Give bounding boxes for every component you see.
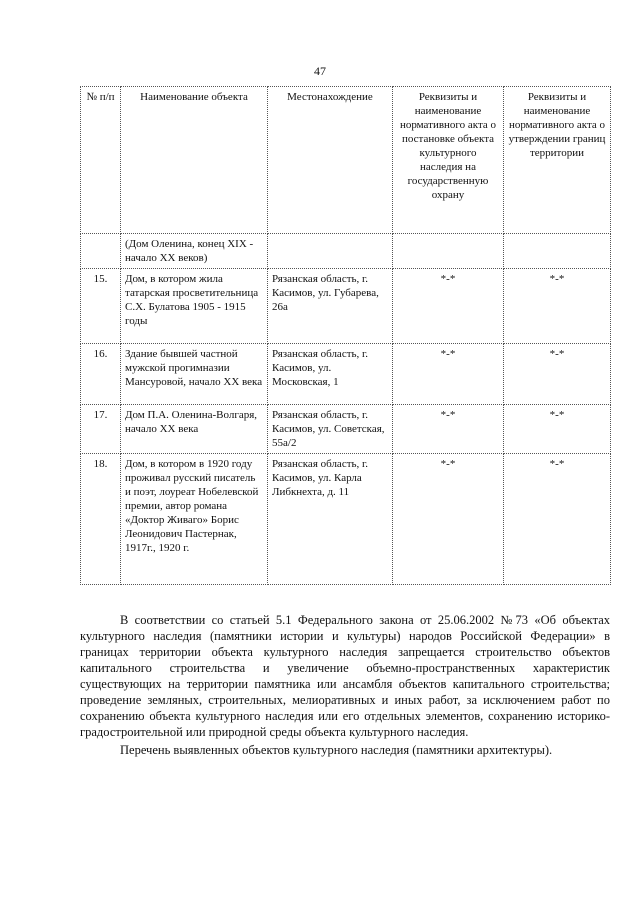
- cell-req-protection: *-*: [393, 344, 504, 405]
- body-text: [80, 612, 610, 758]
- cell-num: 17.: [81, 405, 121, 454]
- header-req-protection: Реквизиты и наименование нормативного акта о постановке объекта культурного наследия на государственную охрану: [393, 87, 504, 234]
- table-row-continuation: [81, 234, 611, 269]
- cell-req-protection: [393, 234, 504, 269]
- cell-req-boundaries: *-*: [504, 269, 611, 344]
- table-row: [81, 454, 611, 585]
- cell-location: Рязанская область, г. Касимов, ул. Московская, 1: [268, 344, 393, 405]
- cell-name: (Дом Оленина, конец XIX - начало XX веков): [121, 234, 268, 269]
- cell-location: [268, 234, 393, 269]
- cell-req-boundaries: *-*: [504, 344, 611, 405]
- cell-num: 15.: [81, 269, 121, 344]
- page-number: 47: [314, 64, 326, 78]
- cell-name: Здание бывшей частной мужской прогимназии Мансуровой, начало XX века: [121, 344, 268, 405]
- cell-req-protection: *-*: [393, 269, 504, 344]
- paragraph-list-intro: Перечень выявленных объектов культурного наследия (памятники архитектуры).: [120, 743, 553, 757]
- header-req-boundaries: Реквизиты и наименование нормативного акта о утверждении границ территории: [504, 87, 611, 234]
- header-name: Наименование объекта: [121, 87, 268, 234]
- cell-req-boundaries: [504, 234, 611, 269]
- heritage-objects-table: [80, 86, 611, 585]
- table-row: [81, 405, 611, 454]
- header-location: Местонахождение: [268, 87, 393, 234]
- cell-num: [81, 234, 121, 269]
- paragraph-restrictions: В соответствии со статьей 5.1 Федерального закона от 25.06.2002 №73 «Об объектах культурного наследия (памятники истории и культуры) народов Российской Федерации» в границах территории объекта культурного наследия запрещается строительство объектов капитального строительства и увеличение объемно-пространственных характеристик существующих на территории памятника или ансамбля объектов капитального строительства; проведение земляных, строительных, мелиоративных и иных работ, за исключением работ по сохранению объекта культурного наследия или его отдельных элементов, сохранению историко-градостроительной или природной среды объекта культурного наследия.: [80, 613, 610, 739]
- cell-name: Дом П.А. Оленина-Волгаря, начало XX века: [121, 405, 268, 454]
- cell-num: 16.: [81, 344, 121, 405]
- cell-name: Дом, в котором в 1920 году проживал русский писатель и поэт, лоуреат Нобелевской премии, автор романа «Доктор Живаго» Борис Леонидович Пастернак, 1917г., 1920 г.: [121, 454, 268, 585]
- cell-num: 18.: [81, 454, 121, 585]
- cell-location: Рязанская область, г. Касимов, ул. Губарева, 26а: [268, 269, 393, 344]
- cell-req-protection: *-*: [393, 405, 504, 454]
- table-row: [81, 269, 611, 344]
- table-header-row: [81, 87, 611, 234]
- cell-req-protection: *-*: [393, 454, 504, 585]
- table-row: [81, 344, 611, 405]
- cell-name: Дом, в котором жила татарская просветительница С.Х. Булатова 1905 - 1915 годы: [121, 269, 268, 344]
- cell-req-boundaries: *-*: [504, 405, 611, 454]
- cell-location: Рязанская область, г. Касимов, ул. Карла Либкнехта, д. 11: [268, 454, 393, 585]
- cell-req-boundaries: *-*: [504, 454, 611, 585]
- header-num: № п/п: [81, 87, 121, 234]
- cell-location: Рязанская область, г. Касимов, ул. Советская, 55а/2: [268, 405, 393, 454]
